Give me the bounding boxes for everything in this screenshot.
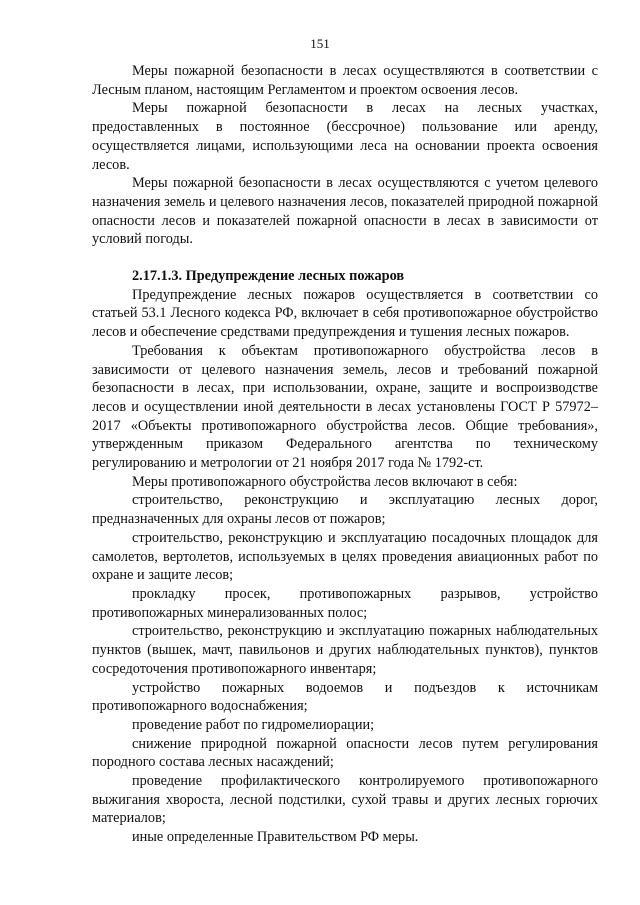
list-item: строительство, реконструкцию и эксплуатацию лесных дорог, предназначенных для охраны лесов от пожаров; — [92, 492, 598, 528]
paragraph: Меры пожарной безопасности в лесах осуществляются с учетом целевого назначения земель и целевого назначения лесов, показателей природной пожарной опасности лесов и показателей пожарной опасности в лесах в зависимости от условий погоды. — [92, 175, 598, 248]
list-item: иные определенные Правительством РФ меры. — [132, 829, 419, 846]
paragraph: Предупреждение лесных пожаров осуществляется в соответствии со статьей 53.1 Лесного кодекса РФ, включает в себя противопожарное обустройство лесов и обеспечение средствами предупреждения и тушения лесных пожаров. — [92, 286, 598, 341]
list-item: проведение профилактического контролируемого противопожарного выжигания хвороста, лесной подстилки, сухой травы и других лесных горючих материалов; — [92, 773, 598, 827]
list-item: строительство, реконструкцию и эксплуатацию посадочных площадок для самолетов, вертолетов, используемых в целях проведения авиационных работ по охране и защите лесов; — [92, 529, 598, 584]
list-item: строительство, реконструкцию и эксплуатацию пожарных наблюдательных пунктов (вышек, мачт, павильонов и других наблюдательных пунктов), пунктов сосредоточения противопожарного инвентаря; — [92, 623, 598, 677]
list-item: устройство пожарных водоемов и подъездов к источникам противопожарного водоснабжения; — [92, 679, 598, 715]
paragraph: Меры пожарной безопасности в лесах на лесных участках, предоставленных в постоянное (бессрочное) пользование или аренду, осуществляется лицами, использующими леса на основании проекта освоения лесов. — [92, 100, 598, 173]
section-heading: 2.17.1.3. Предупреждение лесных пожаров — [132, 268, 405, 285]
paragraph: Требования к объектам противопожарного обустройства лесов в зависимости от целевого назначения земель, лесов и требований пожарной безопасности в лесах, при использовании, охране, защите и воспроизводстве лесов и осуществлении иной деятельности в лесах установлены ГОСТ Р 57972–2017 «Объекты противопожарного обустройства лесов. Общие требования», утвержденным приказом Федерального агентства по техническому регулированию и метрологии от 21 ноября 2017 года № 1792-ст. — [92, 342, 598, 472]
page-number: 151 — [310, 36, 330, 51]
paragraph: Меры пожарной безопасности в лесах осуществляются в соответствии с Лесным планом, настоящим Регламентом и проектом освоения лесов. — [92, 63, 598, 98]
paragraph: Меры противопожарного обустройства лесов включают в себя: — [132, 473, 518, 490]
page-content — [92, 62, 598, 847]
list-item: прокладку просек, противопожарных разрывов, устройство противопожарных минерализованных полос; — [92, 585, 598, 621]
list-item: проведение работ по гидромелиорации; — [132, 716, 375, 733]
list-item: снижение природной пожарной опасности лесов путем регулирования породного состава лесных насаждений; — [92, 735, 598, 771]
